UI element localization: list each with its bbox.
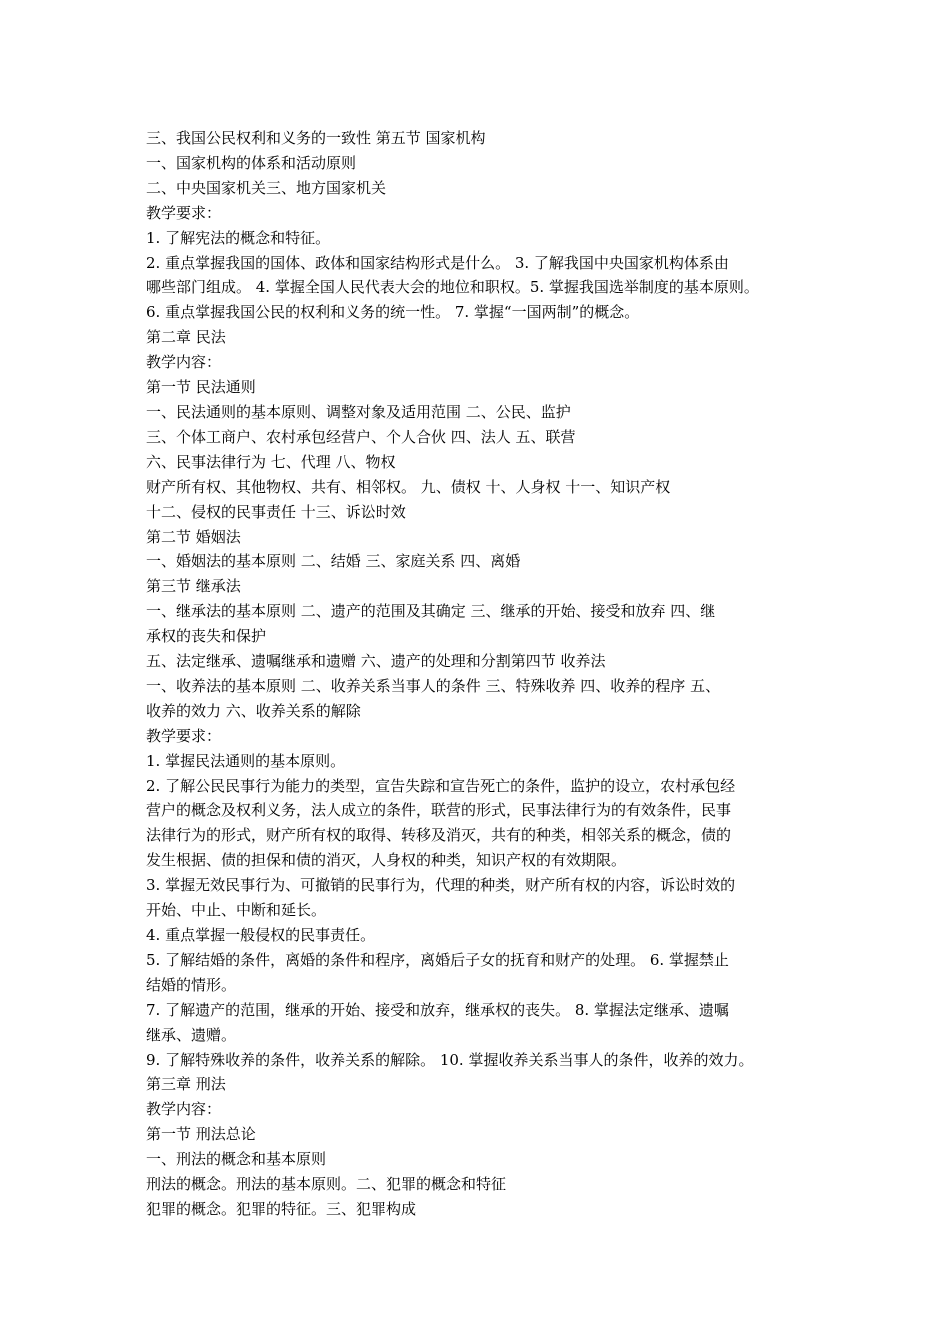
text-line: 第三章 刑法 — [146, 1075, 226, 1094]
text-line: 一、刑法的概念和基本原则 — [146, 1150, 327, 1169]
text-line: 结婚的情形。 — [146, 975, 237, 994]
text-line: 3. 掌握无效民事行为、可撤销的民事行为，代理的种类，财产所有权的内容，诉讼时效的 — [146, 876, 736, 895]
text-line: 财产所有权、其他物权、共有、相邻权。 九、债权 十、人身权 十一、知识产权 — [146, 477, 671, 496]
text-line: 发生根据、债的担保和债的消灭，人身权的种类，知识产权的有效期限。 — [146, 851, 627, 870]
text-line: 第二节 婚姻法 — [146, 527, 241, 546]
text-line: 5. 了解结婚的条件，离婚的条件和程序，离婚后子女的抚育和财产的处理。 6. 掌握禁止 — [146, 950, 729, 969]
text-line: 哪些部门组成。 4. 掌握全国人民代表大会的地位和职权。5. 掌握我国选举制度的基本原则。 — [146, 278, 759, 297]
text-line: 一、婚姻法的基本原则 二、结婚 三、家庭关系 四、离婚 — [146, 552, 521, 571]
text-line: 第一节 民法通则 — [146, 378, 256, 397]
text-line: 六、民事法律行为 七、代理 八、物权 — [146, 452, 396, 471]
text-line: 第二章 民法 — [146, 328, 226, 347]
text-line: 一、继承法的基本原则 二、遗产的范围及其确定 三、继承的开始、接受和放弃 四、继 — [146, 602, 716, 621]
text-line: 刑法的概念。刑法的基本原则。二、犯罪的概念和特征 — [146, 1175, 507, 1194]
text-line: 承权的丧失和保护 — [146, 627, 267, 646]
text-line: 营户的概念及权利义务，法人成立的条件，联营的形式，民事法律行为的有效条件，民事 — [146, 801, 732, 820]
text-line: 二、中央国家机关三、地方国家机关 — [146, 178, 387, 197]
text-line: 2. 重点掌握我国的国体、政体和国家结构形式是什么。 3. 了解我国中央国家机构体系由 — [146, 253, 729, 272]
text-line: 4. 重点掌握一般侵权的民事责任。 — [146, 926, 376, 944]
text-line: 1. 掌握民法通则的基本原则。 — [146, 751, 346, 770]
text-line: 教学要求： — [146, 726, 222, 745]
text-line: 收养的效力 六、收养关系的解除 — [146, 701, 361, 720]
text-line: 第三节 继承法 — [146, 577, 241, 596]
text-line: 三、个体工商户、农村承包经营户、个人合伙 四、法人 五、联营 — [146, 427, 576, 446]
text-line: 第一节 刑法总论 — [146, 1125, 256, 1144]
text-line: 2. 了解公民民事行为能力的类型，宣告失踪和宣告死亡的条件，监护的设立，农村承包经 — [146, 776, 736, 795]
text-line: 9. 了解特殊收养的条件，收养关系的解除。 10. 掌握收养关系当事人的条件，收养的效力。 — [146, 1050, 754, 1069]
text-line: 五、法定继承、遗嘱继承和遗赠 六、遗产的处理和分割第四节 收养法 — [146, 652, 606, 671]
text-line: 教学内容： — [146, 353, 222, 372]
text-line: 三、我国公民权利和义务的一致性 第五节 国家机构 — [146, 129, 486, 147]
text-line: 一、收养法的基本原则 二、收养关系当事人的条件 三、特殊收养 四、收养的程序 五、 — [146, 676, 721, 695]
text-line: 教学内容： — [146, 1100, 222, 1119]
text-line: 1. 了解宪法的概念和特征。 — [146, 228, 331, 247]
text-line: 继承、遗赠。 — [146, 1025, 237, 1044]
text-line: 十二、侵权的民事责任 十三、诉讼时效 — [146, 502, 406, 521]
text-line: 开始、中止、中断和延长。 — [146, 901, 327, 920]
text-line: 一、国家机构的体系和活动原则 — [146, 153, 357, 172]
text-line: 6. 重点掌握我国公民的权利和义务的统一性。 7. 掌握“一国两制”的概念。 — [146, 303, 640, 322]
text-line: 犯罪的概念。犯罪的特征。三、犯罪构成 — [146, 1199, 417, 1218]
text-line: 一、民法通则的基本原则、调整对象及适用范围 二、公民、监护 — [146, 402, 571, 421]
text-line: 法律行为的形式，财产所有权的取得、转移及消灭，共有的种类，相邻关系的概念，债的 — [146, 826, 732, 845]
text-line: 7. 了解遗产的范围，继承的开始、接受和放弃，继承权的丧失。 8. 掌握法定继承、遗嘱 — [146, 1000, 729, 1019]
text-line: 教学要求： — [146, 203, 222, 222]
document-body — [146, 126, 818, 1222]
